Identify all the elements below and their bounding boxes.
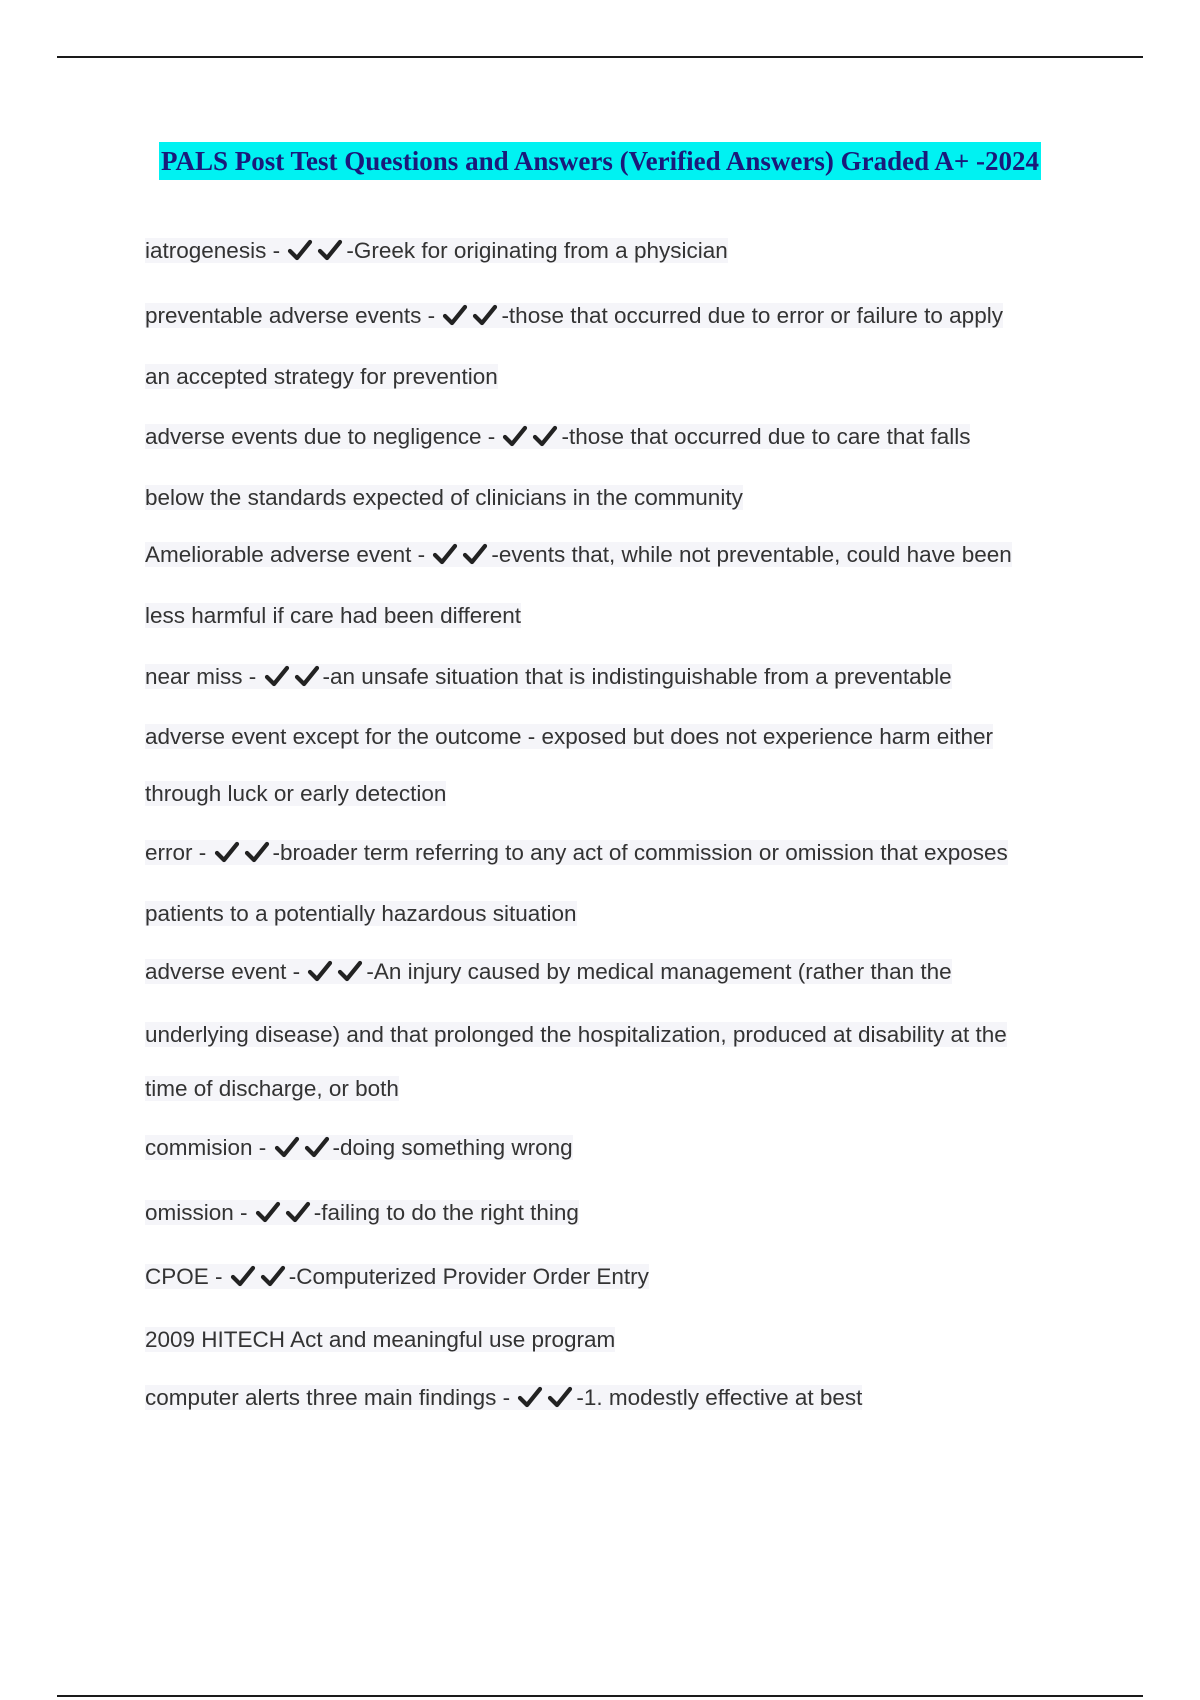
- qa-line: [145, 483, 743, 513]
- definition: -Greek for originating from a physician: [346, 238, 728, 263]
- qa-line-text: [145, 424, 970, 449]
- definition: -failing to do the right thing: [313, 1200, 579, 1225]
- qa-line: [145, 838, 1008, 868]
- continuation-text: adverse event except for the outcome - exposed but does not experience harm either: [145, 724, 994, 749]
- definition: -those that occurred due to care that falls: [561, 424, 971, 449]
- continuation-text: less harmful if care had been different: [145, 603, 522, 628]
- check-icon: [230, 1263, 259, 1289]
- check-icon: [214, 839, 243, 865]
- continuation-text: patients to a potentially hazardous situation: [145, 901, 577, 926]
- qa-line-text: [145, 959, 952, 984]
- continuation-text: 2009 HITECH Act and meaningful use program: [145, 1327, 616, 1352]
- check-icon: [442, 302, 471, 328]
- qa-line: [145, 301, 1003, 331]
- check-icon: [462, 541, 491, 567]
- term: adverse events due to negligence -: [145, 424, 502, 449]
- check-icon: [337, 958, 366, 984]
- document-title: PALS Post Test Questions and Answers (Verified Answers) Graded A+ -2024: [159, 142, 1041, 180]
- check-icon: [432, 541, 461, 567]
- qa-line: [145, 1020, 1007, 1050]
- qa-line-text: [145, 1385, 862, 1410]
- definition: -Computerized Provider Order Entry: [288, 1264, 649, 1289]
- term: computer alerts three main findings -: [145, 1385, 517, 1410]
- definition: -events that, while not preventable, could have been: [491, 542, 1012, 567]
- check-icon: [502, 423, 531, 449]
- term: near miss -: [145, 664, 263, 689]
- check-icon: [287, 237, 316, 263]
- term: adverse event -: [145, 959, 307, 984]
- qa-line: [145, 779, 446, 809]
- term: preventable adverse events -: [145, 303, 442, 328]
- qa-line-text: [145, 1264, 649, 1289]
- qa-line-text: [145, 664, 952, 689]
- continuation-text: time of discharge, or both: [145, 1076, 399, 1101]
- qa-line-text: [145, 303, 1003, 328]
- top-rule: [57, 56, 1143, 58]
- qa-line-text: [145, 901, 577, 926]
- term: error -: [145, 840, 213, 865]
- qa-line: [145, 957, 952, 987]
- qa-line-text: [145, 840, 1008, 865]
- check-icon: [285, 1199, 314, 1225]
- qa-line: [145, 1198, 579, 1228]
- continuation-text: an accepted strategy for prevention: [145, 364, 498, 389]
- qa-line: [145, 1074, 399, 1104]
- qa-line: [145, 236, 728, 266]
- check-icon: [294, 663, 323, 689]
- qa-line: [145, 1383, 862, 1413]
- definition: -broader term referring to any act of commission or omission that exposes: [272, 840, 1008, 865]
- qa-line: [145, 899, 577, 929]
- qa-line-text: [145, 485, 743, 510]
- check-icon: [472, 302, 501, 328]
- check-icon: [304, 1134, 333, 1160]
- qa-line: [145, 422, 970, 452]
- definition: -doing something wrong: [332, 1135, 573, 1160]
- definition: -an unsafe situation that is indistinguishable from a preventable: [322, 664, 952, 689]
- check-icon: [274, 1134, 303, 1160]
- check-icon: [532, 423, 561, 449]
- check-icon: [260, 1263, 289, 1289]
- qa-line-text: [145, 238, 728, 263]
- qa-line: [145, 540, 1012, 570]
- qa-line: [145, 722, 993, 752]
- bottom-rule: [57, 1695, 1143, 1697]
- check-icon: [517, 1384, 546, 1410]
- qa-line-text: [145, 364, 498, 389]
- definition: -An injury caused by medical management (rather than the: [366, 959, 952, 984]
- qa-line-text: [145, 1200, 579, 1225]
- qa-line-text: [145, 542, 1012, 567]
- qa-line: [145, 362, 498, 392]
- qa-line: [145, 1133, 573, 1163]
- check-icon: [307, 958, 336, 984]
- term: commision -: [145, 1135, 273, 1160]
- qa-line-text: [145, 781, 446, 806]
- check-icon: [255, 1199, 284, 1225]
- qa-line-text: [145, 1076, 399, 1101]
- definition: -1. modestly effective at best: [576, 1385, 863, 1410]
- qa-line-text: [145, 1135, 573, 1160]
- term: CPOE -: [145, 1264, 229, 1289]
- continuation-text: below the standards expected of clinicians in the community: [145, 485, 743, 510]
- title-block: [0, 142, 1200, 180]
- check-icon: [317, 237, 346, 263]
- qa-line: [145, 1325, 615, 1355]
- qa-line: [145, 601, 521, 631]
- qa-line-text: [145, 603, 521, 628]
- term: omission -: [145, 1200, 254, 1225]
- continuation-text: through luck or early detection: [145, 781, 447, 806]
- check-icon: [244, 839, 273, 865]
- continuation-text: underlying disease) and that prolonged the hospitalization, produced at disability at the: [145, 1022, 1007, 1047]
- qa-line: [145, 1262, 649, 1292]
- check-icon: [547, 1384, 576, 1410]
- definition: -those that occurred due to error or failure to apply: [501, 303, 1003, 328]
- qa-line-text: [145, 1327, 615, 1352]
- term: Ameliorable adverse event -: [145, 542, 432, 567]
- qa-line-text: [145, 724, 993, 749]
- term: iatrogenesis -: [145, 238, 287, 263]
- qa-line-text: [145, 1022, 1007, 1047]
- qa-line: [145, 662, 952, 692]
- check-icon: [264, 663, 293, 689]
